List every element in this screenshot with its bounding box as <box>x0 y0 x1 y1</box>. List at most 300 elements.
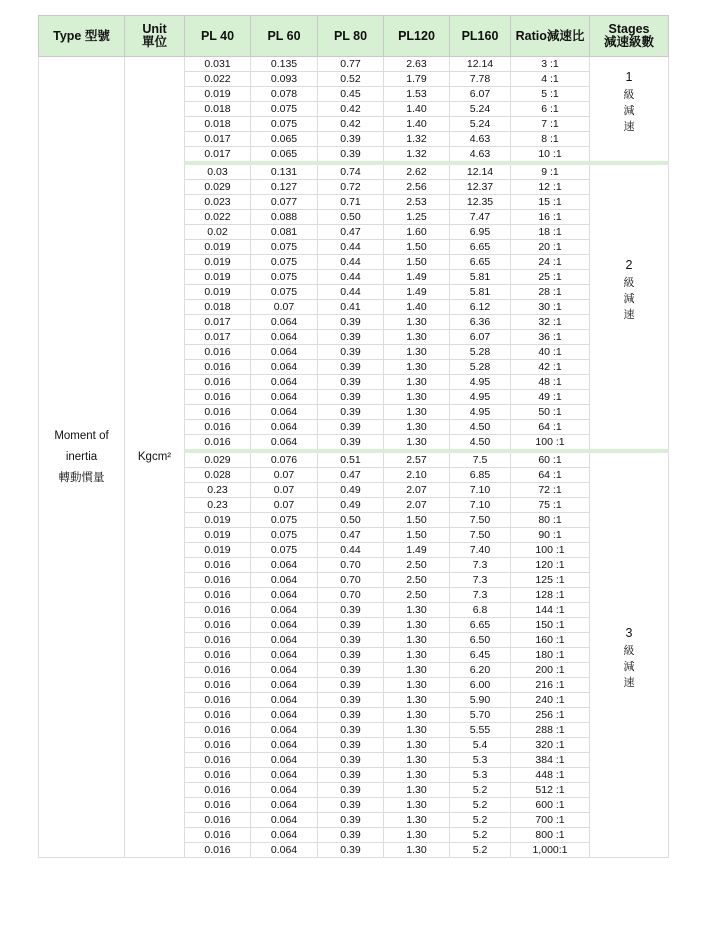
cell-pl80: 0.39 <box>318 618 384 633</box>
cell-pl40: 0.016 <box>185 783 251 798</box>
cell-pl80: 0.47 <box>318 468 384 483</box>
cell-pl40: 0.016 <box>185 678 251 693</box>
stage-char: 速 <box>623 677 635 689</box>
cell-pl160: 6.85 <box>450 468 511 483</box>
cell-pl60: 0.075 <box>251 543 318 558</box>
stage-char: 級 <box>623 645 635 657</box>
cell-pl160: 7.50 <box>450 513 511 528</box>
cell-pl60: 0.075 <box>251 285 318 300</box>
cell-pl60: 0.064 <box>251 390 318 405</box>
cell-pl160: 12.14 <box>450 57 511 72</box>
cell-pl60: 0.064 <box>251 588 318 603</box>
type-label-line2: inertia <box>65 450 98 463</box>
cell-pl80: 0.44 <box>318 270 384 285</box>
cell-pl40: 0.018 <box>185 300 251 315</box>
cell-pl120: 1.30 <box>384 783 450 798</box>
cell-pl160: 6.65 <box>450 240 511 255</box>
cell-ratio: 18 :1 <box>511 225 590 240</box>
cell-pl80: 0.39 <box>318 420 384 435</box>
cell-pl80: 0.49 <box>318 483 384 498</box>
cell-pl40: 0.016 <box>185 693 251 708</box>
cell-pl40: 0.016 <box>185 603 251 618</box>
cell-pl40: 0.016 <box>185 390 251 405</box>
cell-pl120: 1.49 <box>384 543 450 558</box>
cell-pl120: 1.30 <box>384 708 450 723</box>
cell-pl60: 0.127 <box>251 180 318 195</box>
cell-pl80: 0.39 <box>318 768 384 783</box>
cell-pl120: 2.50 <box>384 588 450 603</box>
cell-pl40: 0.028 <box>185 468 251 483</box>
cell-pl80: 0.71 <box>318 195 384 210</box>
cell-ratio: 3 :1 <box>511 57 590 72</box>
cell-pl120: 2.50 <box>384 573 450 588</box>
cell-ratio: 75 :1 <box>511 498 590 513</box>
table-row <box>39 57 669 72</box>
cell-pl60: 0.078 <box>251 87 318 102</box>
cell-pl160: 4.50 <box>450 420 511 435</box>
header-stages-zh: 減速級數 <box>603 35 654 49</box>
cell-pl60: 0.064 <box>251 708 318 723</box>
cell-pl40: 0.017 <box>185 132 251 147</box>
cell-pl40: 0.016 <box>185 375 251 390</box>
cell-pl60: 0.075 <box>251 240 318 255</box>
cell-pl60: 0.065 <box>251 147 318 164</box>
cell-pl160: 5.81 <box>450 285 511 300</box>
cell-pl40: 0.018 <box>185 117 251 132</box>
cell-pl160: 12.14 <box>450 163 511 180</box>
cell-pl120: 1.60 <box>384 225 450 240</box>
cell-pl40: 0.019 <box>185 270 251 285</box>
cell-pl40: 0.016 <box>185 648 251 663</box>
cell-pl80: 0.39 <box>318 693 384 708</box>
cell-pl120: 1.40 <box>384 300 450 315</box>
cell-pl40: 0.019 <box>185 240 251 255</box>
cell-pl60: 0.075 <box>251 117 318 132</box>
cell-pl120: 1.50 <box>384 255 450 270</box>
cell-ratio: 25 :1 <box>511 270 590 285</box>
cell-pl40: 0.019 <box>185 543 251 558</box>
cell-pl40: 0.016 <box>185 828 251 843</box>
cell-ratio: 49 :1 <box>511 390 590 405</box>
inertia-spec-sheet <box>38 15 668 858</box>
cell-ratio: 15 :1 <box>511 195 590 210</box>
cell-pl40: 0.016 <box>185 798 251 813</box>
cell-ratio: 16 :1 <box>511 210 590 225</box>
cell-pl120: 1.50 <box>384 240 450 255</box>
header-type: Type 型號 <box>39 16 125 57</box>
cell-pl120: 1.32 <box>384 132 450 147</box>
cell-pl60: 0.064 <box>251 375 318 390</box>
cell-pl60: 0.064 <box>251 663 318 678</box>
cell-pl160: 4.95 <box>450 375 511 390</box>
cell-ratio: 64 :1 <box>511 420 590 435</box>
cell-pl80: 0.39 <box>318 345 384 360</box>
cell-pl40: 0.016 <box>185 843 251 858</box>
cell-pl60: 0.064 <box>251 813 318 828</box>
cell-pl40: 0.017 <box>185 330 251 345</box>
cell-pl120: 1.30 <box>384 828 450 843</box>
cell-ratio: 42 :1 <box>511 360 590 375</box>
cell-pl60: 0.064 <box>251 783 318 798</box>
cell-ratio: 288 :1 <box>511 723 590 738</box>
stage-char: 級 <box>623 89 635 101</box>
type-label-line1: Moment of <box>54 429 109 442</box>
cell-pl60: 0.065 <box>251 132 318 147</box>
cell-pl120: 1.30 <box>384 648 450 663</box>
cell-pl80: 0.41 <box>318 300 384 315</box>
cell-pl60: 0.064 <box>251 618 318 633</box>
header-stages-en: Stages <box>608 22 650 36</box>
cell-pl40: 0.016 <box>185 435 251 452</box>
cell-pl80: 0.39 <box>318 648 384 663</box>
cell-pl80: 0.39 <box>318 813 384 828</box>
cell-pl160: 5.4 <box>450 738 511 753</box>
cell-pl80: 0.47 <box>318 225 384 240</box>
cell-pl40: 0.23 <box>185 483 251 498</box>
cell-ratio: 60 :1 <box>511 451 590 468</box>
cell-pl60: 0.064 <box>251 798 318 813</box>
cell-pl80: 0.45 <box>318 87 384 102</box>
cell-pl160: 4.63 <box>450 147 511 164</box>
cell-ratio: 8 :1 <box>511 132 590 147</box>
cell-pl60: 0.064 <box>251 693 318 708</box>
cell-ratio: 28 :1 <box>511 285 590 300</box>
cell-ratio: 700 :1 <box>511 813 590 828</box>
cell-pl80: 0.42 <box>318 102 384 117</box>
header-unit-zh: 單位 <box>141 35 167 49</box>
stage-char: 速 <box>623 309 635 321</box>
cell-pl60: 0.064 <box>251 828 318 843</box>
cell-ratio: 40 :1 <box>511 345 590 360</box>
cell-pl160: 6.95 <box>450 225 511 240</box>
stage-char: 速 <box>623 121 635 133</box>
cell-pl160: 6.07 <box>450 87 511 102</box>
cell-ratio: 6 :1 <box>511 102 590 117</box>
cell-pl40: 0.019 <box>185 513 251 528</box>
cell-pl60: 0.064 <box>251 573 318 588</box>
cell-ratio: 5 :1 <box>511 87 590 102</box>
stage-cell <box>590 451 669 858</box>
cell-pl80: 0.39 <box>318 375 384 390</box>
cell-pl80: 0.39 <box>318 753 384 768</box>
cell-pl60: 0.064 <box>251 405 318 420</box>
cell-pl80: 0.50 <box>318 513 384 528</box>
cell-pl80: 0.50 <box>318 210 384 225</box>
cell-pl160: 12.35 <box>450 195 511 210</box>
cell-ratio: 100 :1 <box>511 543 590 558</box>
cell-pl160: 6.36 <box>450 315 511 330</box>
inertia-table <box>38 15 669 858</box>
cell-ratio: 20 :1 <box>511 240 590 255</box>
cell-ratio: 120 :1 <box>511 558 590 573</box>
cell-pl80: 0.70 <box>318 573 384 588</box>
cell-ratio: 4 :1 <box>511 72 590 87</box>
cell-pl120: 1.30 <box>384 633 450 648</box>
cell-ratio: 36 :1 <box>511 330 590 345</box>
cell-pl120: 1.30 <box>384 768 450 783</box>
cell-pl160: 6.07 <box>450 330 511 345</box>
cell-pl160: 5.2 <box>450 843 511 858</box>
cell-pl60: 0.075 <box>251 513 318 528</box>
cell-ratio: 64 :1 <box>511 468 590 483</box>
type-cell <box>39 57 125 858</box>
cell-pl160: 4.63 <box>450 132 511 147</box>
stage-cell <box>590 163 669 451</box>
stage-char: 減 <box>623 661 635 673</box>
cell-pl40: 0.023 <box>185 195 251 210</box>
cell-pl80: 0.39 <box>318 738 384 753</box>
cell-pl60: 0.088 <box>251 210 318 225</box>
cell-ratio: 48 :1 <box>511 375 590 390</box>
cell-pl160: 5.2 <box>450 798 511 813</box>
cell-pl80: 0.44 <box>318 240 384 255</box>
cell-pl80: 0.39 <box>318 360 384 375</box>
cell-pl120: 1.30 <box>384 663 450 678</box>
cell-ratio: 320 :1 <box>511 738 590 753</box>
cell-pl40: 0.016 <box>185 768 251 783</box>
cell-pl60: 0.075 <box>251 255 318 270</box>
cell-pl120: 1.30 <box>384 315 450 330</box>
cell-pl160: 5.24 <box>450 117 511 132</box>
cell-pl160: 12.37 <box>450 180 511 195</box>
cell-pl40: 0.019 <box>185 528 251 543</box>
cell-pl160: 6.00 <box>450 678 511 693</box>
cell-pl60: 0.064 <box>251 558 318 573</box>
cell-pl160: 7.3 <box>450 588 511 603</box>
cell-pl160: 4.50 <box>450 435 511 452</box>
cell-pl60: 0.064 <box>251 738 318 753</box>
cell-pl160: 7.78 <box>450 72 511 87</box>
cell-pl60: 0.064 <box>251 330 318 345</box>
cell-pl160: 5.55 <box>450 723 511 738</box>
cell-pl40: 0.016 <box>185 420 251 435</box>
cell-pl40: 0.018 <box>185 102 251 117</box>
stage-char: 減 <box>623 293 635 305</box>
cell-pl40: 0.016 <box>185 360 251 375</box>
cell-pl120: 2.53 <box>384 195 450 210</box>
cell-pl60: 0.131 <box>251 163 318 180</box>
header-stages <box>590 16 669 57</box>
cell-pl120: 1.49 <box>384 285 450 300</box>
cell-pl40: 0.02 <box>185 225 251 240</box>
cell-pl160: 5.28 <box>450 345 511 360</box>
cell-pl80: 0.39 <box>318 390 384 405</box>
cell-pl60: 0.064 <box>251 843 318 858</box>
cell-pl160: 5.28 <box>450 360 511 375</box>
cell-pl160: 5.24 <box>450 102 511 117</box>
cell-pl160: 7.50 <box>450 528 511 543</box>
stage-number: 3 <box>625 626 633 640</box>
cell-pl80: 0.39 <box>318 663 384 678</box>
header-pl160: PL160 <box>450 16 511 57</box>
cell-pl80: 0.74 <box>318 163 384 180</box>
cell-pl80: 0.39 <box>318 330 384 345</box>
cell-pl40: 0.029 <box>185 180 251 195</box>
cell-pl60: 0.064 <box>251 678 318 693</box>
type-label-line3: 轉動慣量 <box>58 471 105 484</box>
stage-number: 1 <box>625 70 633 84</box>
cell-ratio: 90 :1 <box>511 528 590 543</box>
header-pl40: PL 40 <box>185 16 251 57</box>
cell-pl40: 0.019 <box>185 87 251 102</box>
cell-pl120: 1.30 <box>384 603 450 618</box>
stage-label <box>590 453 668 691</box>
cell-pl160: 6.50 <box>450 633 511 648</box>
cell-pl160: 6.45 <box>450 648 511 663</box>
cell-pl120: 1.30 <box>384 375 450 390</box>
cell-pl40: 0.016 <box>185 588 251 603</box>
cell-pl40: 0.019 <box>185 285 251 300</box>
cell-pl40: 0.016 <box>185 663 251 678</box>
cell-pl80: 0.39 <box>318 132 384 147</box>
cell-pl80: 0.49 <box>318 498 384 513</box>
cell-pl160: 6.65 <box>450 618 511 633</box>
cell-pl60: 0.075 <box>251 528 318 543</box>
cell-pl120: 1.30 <box>384 390 450 405</box>
header-unit <box>125 16 185 57</box>
cell-pl120: 2.57 <box>384 451 450 468</box>
cell-pl80: 0.39 <box>318 603 384 618</box>
cell-pl60: 0.081 <box>251 225 318 240</box>
cell-pl40: 0.03 <box>185 163 251 180</box>
cell-pl80: 0.47 <box>318 528 384 543</box>
cell-ratio: 12 :1 <box>511 180 590 195</box>
cell-pl60: 0.076 <box>251 451 318 468</box>
cell-pl120: 2.63 <box>384 57 450 72</box>
header-row <box>39 16 669 57</box>
cell-pl120: 1.30 <box>384 360 450 375</box>
cell-pl80: 0.39 <box>318 708 384 723</box>
cell-pl60: 0.075 <box>251 102 318 117</box>
cell-pl160: 7.3 <box>450 558 511 573</box>
cell-pl120: 1.30 <box>384 435 450 452</box>
cell-pl60: 0.064 <box>251 648 318 663</box>
cell-pl120: 1.32 <box>384 147 450 164</box>
cell-pl80: 0.42 <box>318 117 384 132</box>
cell-pl60: 0.064 <box>251 723 318 738</box>
stage-number: 2 <box>625 258 633 272</box>
cell-pl160: 6.20 <box>450 663 511 678</box>
cell-pl120: 1.53 <box>384 87 450 102</box>
cell-pl60: 0.064 <box>251 435 318 452</box>
cell-pl120: 2.56 <box>384 180 450 195</box>
cell-ratio: 384 :1 <box>511 753 590 768</box>
cell-pl80: 0.39 <box>318 798 384 813</box>
cell-ratio: 180 :1 <box>511 648 590 663</box>
cell-pl160: 6.65 <box>450 255 511 270</box>
cell-pl160: 7.10 <box>450 483 511 498</box>
cell-pl60: 0.07 <box>251 498 318 513</box>
cell-pl160: 5.3 <box>450 753 511 768</box>
cell-pl120: 1.30 <box>384 843 450 858</box>
cell-pl40: 0.016 <box>185 708 251 723</box>
cell-pl120: 1.30 <box>384 738 450 753</box>
cell-pl120: 1.30 <box>384 723 450 738</box>
stage-char: 級 <box>623 277 635 289</box>
cell-ratio: 600 :1 <box>511 798 590 813</box>
cell-ratio: 216 :1 <box>511 678 590 693</box>
cell-pl40: 0.016 <box>185 723 251 738</box>
cell-pl60: 0.077 <box>251 195 318 210</box>
cell-pl80: 0.39 <box>318 723 384 738</box>
header-pl80: PL 80 <box>318 16 384 57</box>
cell-pl120: 1.40 <box>384 102 450 117</box>
cell-pl60: 0.07 <box>251 468 318 483</box>
header-pl120: PL120 <box>384 16 450 57</box>
cell-pl40: 0.016 <box>185 738 251 753</box>
cell-ratio: 80 :1 <box>511 513 590 528</box>
cell-pl80: 0.39 <box>318 147 384 164</box>
cell-ratio: 200 :1 <box>511 663 590 678</box>
cell-pl120: 1.79 <box>384 72 450 87</box>
cell-ratio: 10 :1 <box>511 147 590 164</box>
cell-pl120: 1.30 <box>384 813 450 828</box>
cell-pl160: 5.70 <box>450 708 511 723</box>
cell-pl40: 0.017 <box>185 315 251 330</box>
cell-pl80: 0.51 <box>318 451 384 468</box>
cell-pl40: 0.016 <box>185 345 251 360</box>
cell-pl40: 0.031 <box>185 57 251 72</box>
stage-label <box>590 165 668 323</box>
cell-ratio: 9 :1 <box>511 163 590 180</box>
cell-pl80: 0.44 <box>318 285 384 300</box>
cell-pl160: 4.95 <box>450 405 511 420</box>
cell-pl60: 0.064 <box>251 360 318 375</box>
stage-cell <box>590 57 669 164</box>
cell-pl60: 0.07 <box>251 483 318 498</box>
cell-pl160: 5.2 <box>450 828 511 843</box>
cell-pl160: 7.5 <box>450 451 511 468</box>
cell-pl120: 2.62 <box>384 163 450 180</box>
cell-pl120: 1.30 <box>384 420 450 435</box>
cell-pl60: 0.064 <box>251 603 318 618</box>
cell-pl40: 0.017 <box>185 147 251 164</box>
cell-pl80: 0.70 <box>318 588 384 603</box>
cell-ratio: 24 :1 <box>511 255 590 270</box>
cell-pl120: 1.40 <box>384 117 450 132</box>
cell-pl120: 1.30 <box>384 693 450 708</box>
cell-pl60: 0.093 <box>251 72 318 87</box>
cell-pl40: 0.016 <box>185 558 251 573</box>
cell-pl80: 0.39 <box>318 678 384 693</box>
header-pl60: PL 60 <box>251 16 318 57</box>
cell-pl80: 0.44 <box>318 543 384 558</box>
cell-ratio: 800 :1 <box>511 828 590 843</box>
cell-pl40: 0.019 <box>185 255 251 270</box>
cell-pl60: 0.064 <box>251 633 318 648</box>
cell-pl160: 5.3 <box>450 768 511 783</box>
cell-pl80: 0.72 <box>318 180 384 195</box>
cell-ratio: 7 :1 <box>511 117 590 132</box>
cell-pl160: 7.40 <box>450 543 511 558</box>
cell-pl40: 0.016 <box>185 633 251 648</box>
cell-pl60: 0.064 <box>251 420 318 435</box>
cell-pl80: 0.39 <box>318 828 384 843</box>
cell-pl120: 1.30 <box>384 678 450 693</box>
cell-pl160: 7.10 <box>450 498 511 513</box>
cell-pl40: 0.016 <box>185 405 251 420</box>
cell-pl60: 0.135 <box>251 57 318 72</box>
cell-ratio: 144 :1 <box>511 603 590 618</box>
cell-pl120: 1.50 <box>384 528 450 543</box>
cell-pl120: 1.50 <box>384 513 450 528</box>
cell-pl120: 2.50 <box>384 558 450 573</box>
cell-ratio: 150 :1 <box>511 618 590 633</box>
cell-pl160: 5.2 <box>450 783 511 798</box>
table-body <box>39 57 669 858</box>
cell-pl120: 1.25 <box>384 210 450 225</box>
cell-pl120: 2.07 <box>384 483 450 498</box>
